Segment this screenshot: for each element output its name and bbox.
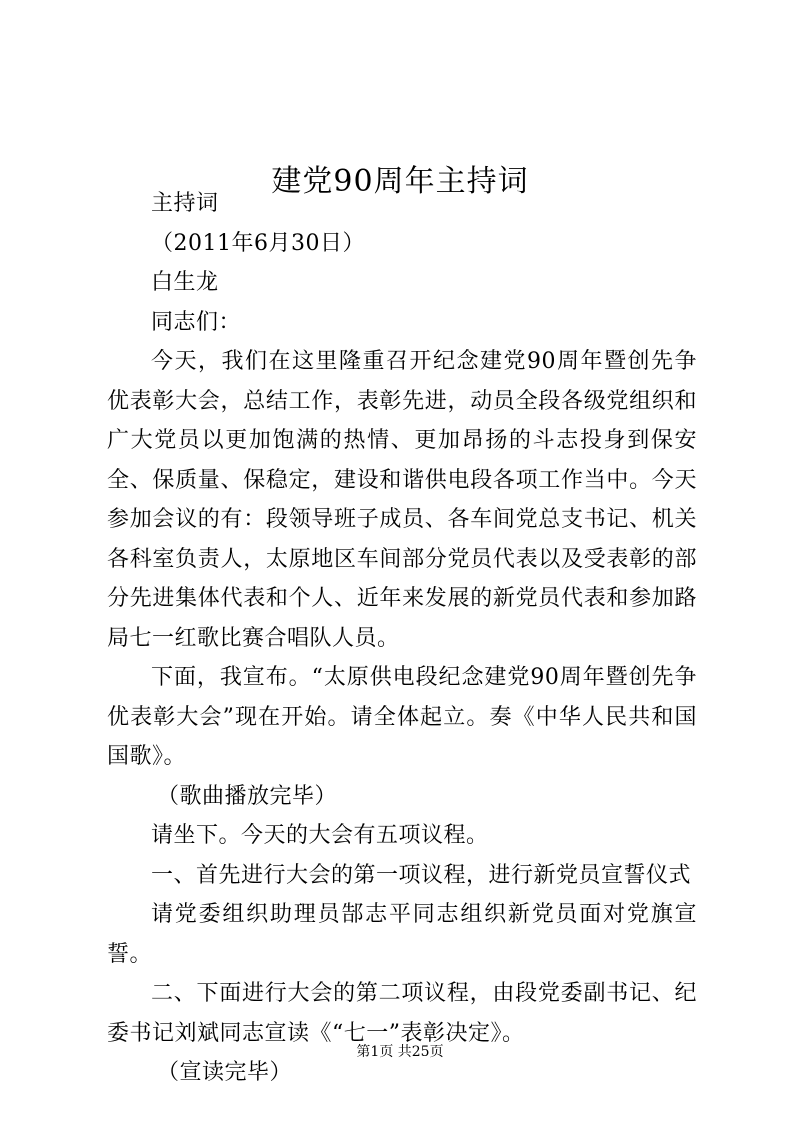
paragraph-salutation: 同志们： <box>151 309 242 335</box>
paragraph-opening: 今天，我们在这里隆重召开纪念建党90周年暨创先争优表彰大会，总结工作，表彰先进，动员全段各级党组织和广大党员以更加饱满的热情、更加昂扬的斗志投身到保安全、保质量、保稳定，建设和谐供电段各项工作当中。今天参加会议的有：段领导班子成员、各车间党总支书记、机关各科室负责人，太原地区车间部分党员代表以及受表彰的部分先进集体代表和个人、近年来发展的新党员代表和参加路局七一红歌比赛合唱队人员。 <box>107 349 697 651</box>
paragraph-item-2: 二、下面进行大会的第二项议程，由段党委副书记、纪委书记刘斌同志宣读《“七一”表彰决定》。 <box>107 981 697 1046</box>
paragraph-announcement: 下面，我宣布。“太原供电段纪念建党90周年暨创先争优表彰大会”现在开始。请全体起立。奏《中华人民共和国国歌》。 <box>107 665 697 769</box>
paragraph-author: 白生龙 <box>151 270 219 295</box>
page-footer: 第1页 共25页 <box>356 1044 444 1060</box>
paragraph-heading: 主持词 <box>151 191 219 216</box>
document-title: 建党90周年主持词 <box>271 164 529 200</box>
paragraph-agenda: 请坐下。今天的大会有五项议程。 <box>151 823 489 848</box>
paragraph-date: （2011年6月30日） <box>151 230 365 256</box>
paragraph-item-1: 一、首先进行大会的第一项议程，进行新党员宣誓仪式 <box>151 862 692 888</box>
paragraph-reading-note: （宣读完毕） <box>157 1060 293 1085</box>
paragraph-oath: 请党委组织助理员郜志平同志组织新党员面对党旗宣誓。 <box>107 902 697 967</box>
paragraph-song-note: （歌曲播放完毕） <box>157 783 338 809</box>
document-body <box>107 184 697 1093</box>
